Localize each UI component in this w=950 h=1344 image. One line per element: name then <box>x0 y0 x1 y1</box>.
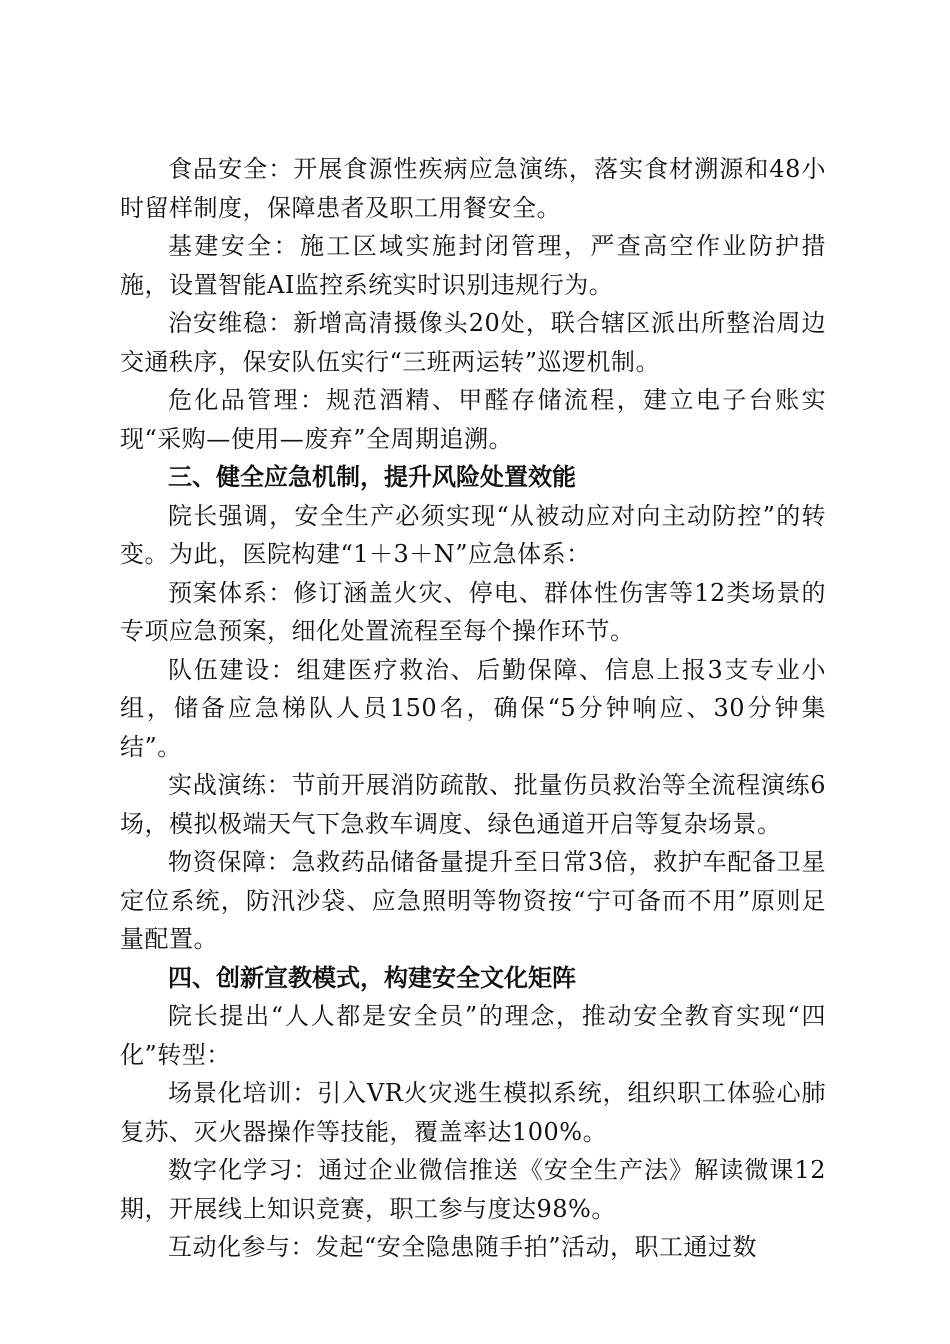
paragraph-scenario-training: 场景化培训：引入VR火灾逃生模拟系统，组织职工体验心肺复苏、灭火器操作等技能，覆盖率达100%。 <box>120 1079 826 1146</box>
paragraph-public-security: 治安维稳：新增高清摄像头20处，联合辖区派出所整治周边交通秩序，保安队伍实行“三班两运转”巡逻机制。 <box>120 309 826 376</box>
paragraph-education-intro: 院长提出“人人都是安全员”的理念，推动安全教育实现“四化”转型： <box>120 1002 826 1069</box>
document-page <box>120 150 826 1267</box>
paragraph-drills: 实战演练：节前开展消防疏散、批量伤员救治等全流程演练6场，模拟极端天气下急救车调度、绿色通道开启等复杂场景。 <box>120 771 826 838</box>
paragraph-plan-system: 预案体系：修订涵盖火灾、停电、群体性伤害等12类场景的专项应急预案，细化处置流程至每个操作环节。 <box>120 578 826 645</box>
paragraph-supplies: 物资保障：急救药品储备量提升至日常3倍，救护车配备卫星定位系统，防汛沙袋、应急照明等物资按“宁可备而不用”原则足量配置。 <box>120 848 826 953</box>
paragraph-hazardous-chemicals: 危化品管理：规范酒精、甲醛存储流程，建立电子台账实现“采购—使用—废弃”全周期追溯。 <box>120 386 826 453</box>
paragraph-emergency-intro: 院长强调，安全生产必须实现“从被动应对向主动防控”的转变。为此，医院构建“1＋3＋N”应急体系： <box>120 501 826 568</box>
paragraph-food-safety: 食品安全：开展食源性疾病应急演练，落实食材溯源和48小时留样制度，保障患者及职工用餐安全。 <box>120 155 826 222</box>
section-heading-3: 三、健全应急机制，提升风险处置效能 <box>168 463 576 491</box>
section-heading-4: 四、创新宣教模式，构建安全文化矩阵 <box>168 963 576 992</box>
paragraph-digital-learning: 数字化学习：通过企业微信推送《安全生产法》解读微课12期，开展线上知识竞赛，职工参与度达98%。 <box>120 1156 826 1223</box>
paragraph-interactive-participation: 互动化参与：发起“安全隐患随手拍”活动，职工通过数 <box>168 1233 758 1261</box>
paragraph-construction-safety: 基建安全：施工区域实施封闭管理，严查高空作业防护措施，设置智能AI监控系统实时识别违规行为。 <box>120 232 826 299</box>
paragraph-team-building: 队伍建设：组建医疗救治、后勤保障、信息上报3支专业小组，储备应急梯队人员150名，确保“5分钟响应、30分钟集结”。 <box>120 655 826 761</box>
